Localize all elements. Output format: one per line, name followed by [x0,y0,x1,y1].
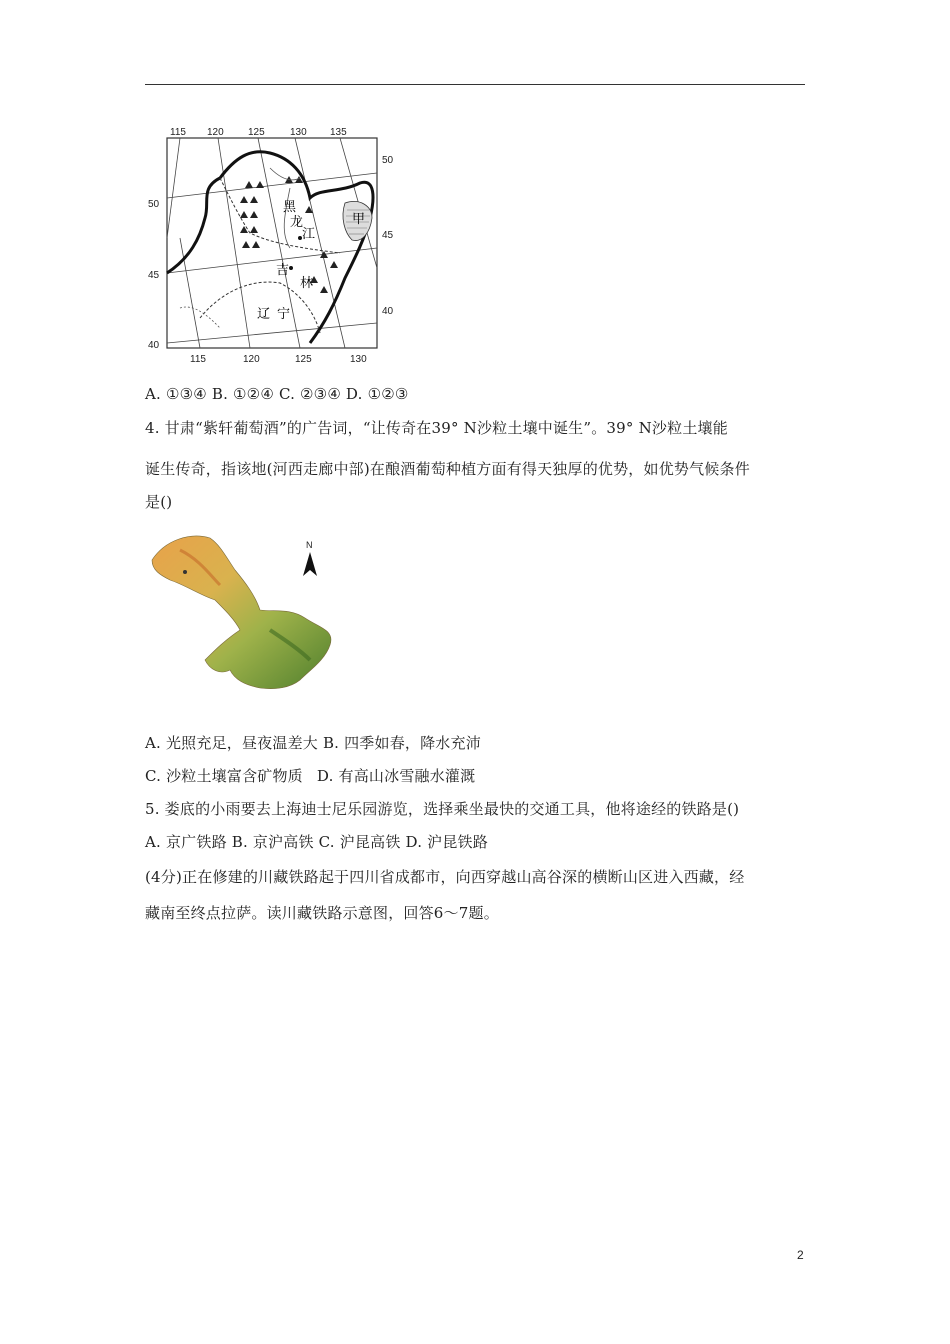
top-lon-130: 130 [290,127,307,138]
gansu-map [140,520,360,695]
header-rule [145,84,805,85]
bottom-lon-115: 115 [190,354,206,365]
page-number: 2 [797,1248,804,1262]
right-lat-50: 50 [382,155,394,166]
label-long: 龙 [290,214,304,229]
north-arrow-icon [303,552,317,576]
top-lon-120: 120 [207,127,224,138]
q67-intro-line-1: (4分)正在修建的川藏铁路起于四川省成都市，向西穿越山高谷深的横断山区进入西藏，经 [145,868,745,886]
q4-option-c: C. 沙粒土壤富含矿物质 [145,767,303,785]
bottom-lon-120: 120 [243,354,260,365]
north-label: N [306,540,313,550]
top-lon-125: 125 [248,127,265,138]
right-lat-40: 40 [382,306,394,317]
label-hei: 黑 [283,199,297,214]
left-lat-45: 45 [148,270,160,281]
left-lat-40: 40 [148,340,160,351]
q4-stem-line-1: 4. 甘肃“紫轩葡萄酒”的广告词，“让传奇在39° N沙粒土壤中诞生”。39° N沙粒土壤能 [145,419,728,437]
bottom-lon-125: 125 [295,354,312,365]
bottom-lon-130: 130 [350,354,367,365]
top-lon-115: 115 [170,127,186,138]
label-liao: 辽 [257,306,271,321]
label-jiang: 江 [302,226,316,241]
northeast-china-map [140,118,405,370]
label-jia: 甲 [352,211,366,226]
right-lat-45: 45 [382,230,394,241]
label-ning: 宁 [277,306,291,321]
top-lon-135: 135 [330,127,347,138]
label-ji: 吉 [276,262,290,277]
q4-stem-line-2: 诞生传奇，指该地(河西走廊中部)在酿酒葡萄种植方面有得天独厚的优势，如优势气候条件 [145,460,750,478]
q5-stem: 5. 娄底的小雨要去上海迪士尼乐园游览，选择乘坐最快的交通工具，他将途经的铁路是() [145,800,740,818]
q67-intro-line-2: 藏南至终点拉萨。读川藏铁路示意图，回答6～7题。 [145,904,499,922]
q4-options-ab: A. 光照充足，昼夜温差大 B. 四季如春，降水充沛 [145,734,481,752]
q4-options-cd [145,766,475,786]
q4-option-d: D. 有高山冰雪融水灌溉 [316,767,476,785]
label-lin: 林 [300,275,314,290]
q4-stem-line-3: 是() [145,493,173,511]
q5-options: A. 京广铁路 B. 京沪高铁 C. 沪昆高铁 D. 沪昆铁路 [145,833,488,851]
left-lat-50: 50 [148,199,160,210]
q3-options: A. ①③④ B. ①②④ C. ②③④ D. ①②③ [145,385,409,403]
